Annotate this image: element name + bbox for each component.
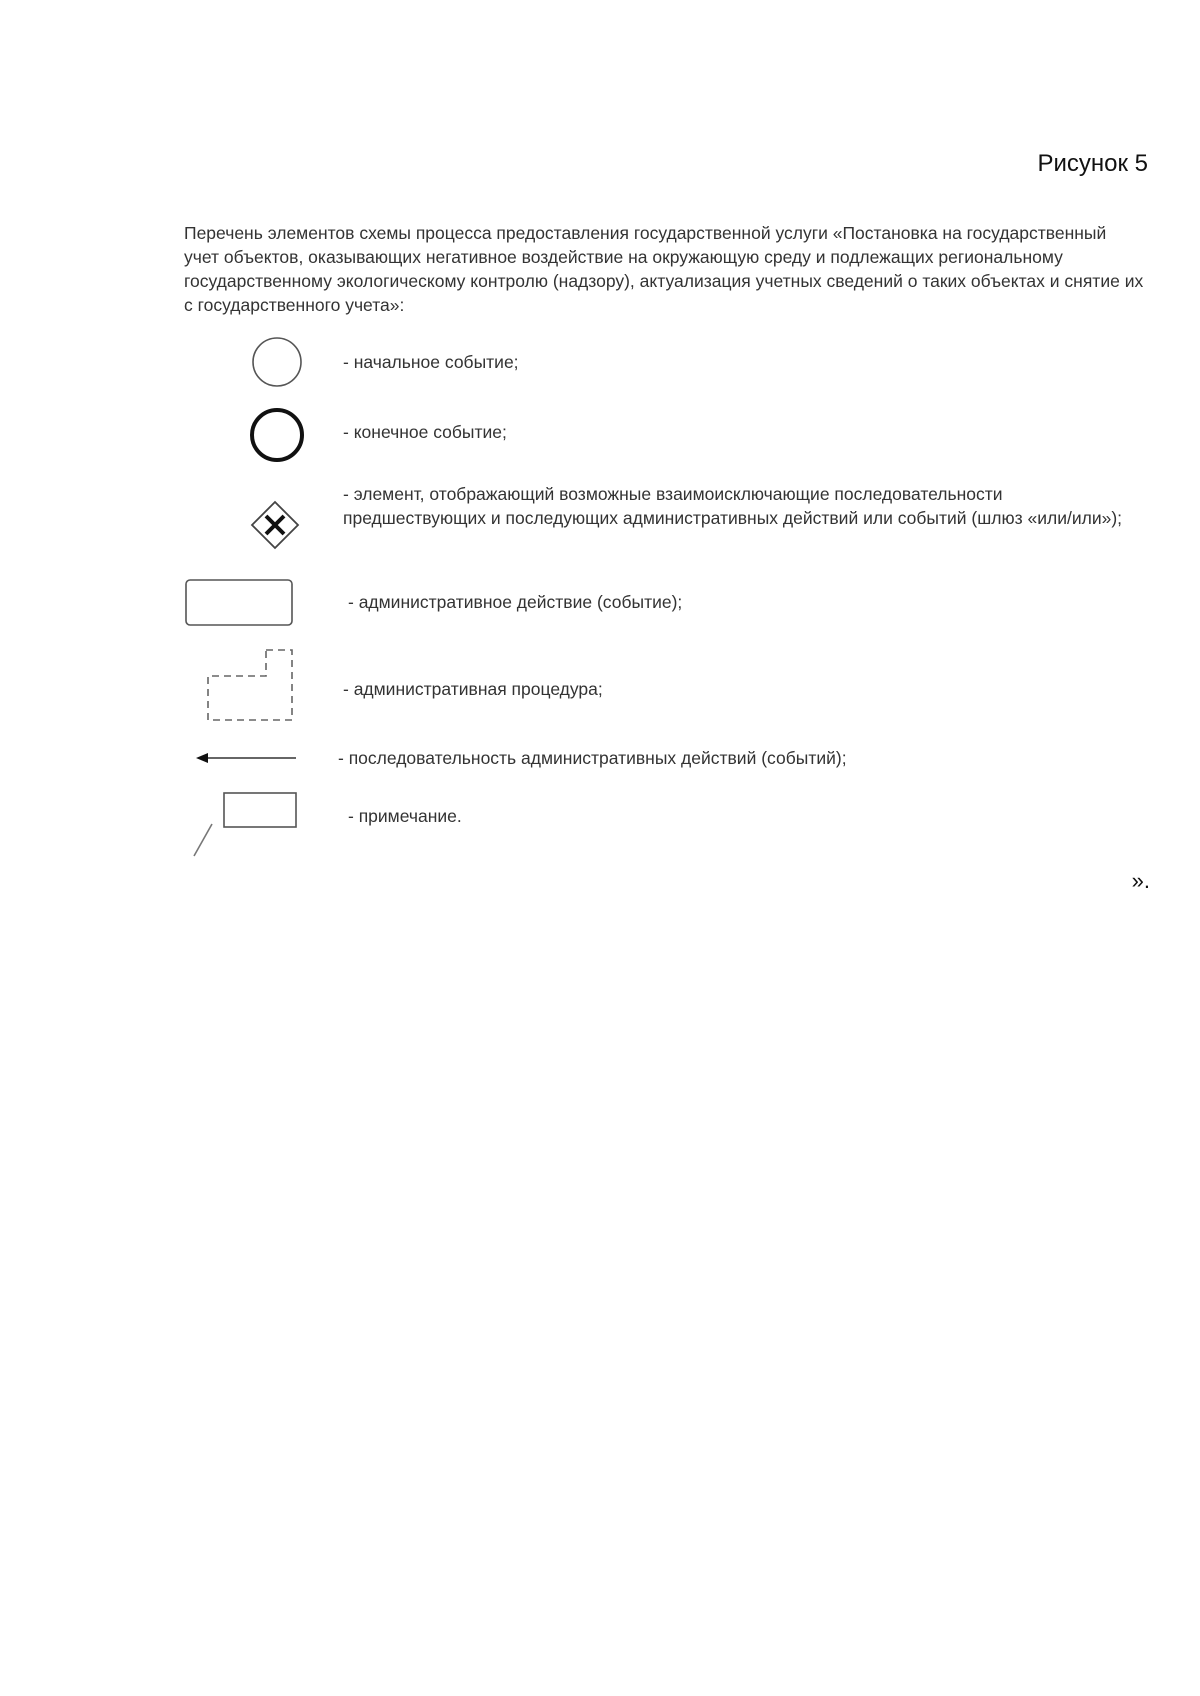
legend-text: - конечное событие; xyxy=(343,422,507,442)
closing-quote: ». xyxy=(1131,868,1150,893)
sequence-flow-arrow-icon xyxy=(194,748,298,768)
intro-paragraph: Перечень элементов схемы процесса предоставления государственной услуги «Постановка на государственный учет объектов, оказывающих негативное воздействие на окружающую среду и подлежащих региональному государственному экологическому контролю (надзору), актуализация учетных сведений о таких объектах и снятие их с государственного учета»: xyxy=(184,223,1144,315)
legend-text: - административное действие (событие); xyxy=(348,592,683,612)
start-event-icon xyxy=(250,335,304,389)
legend-text: - административная процедура; xyxy=(343,679,603,699)
legend-text: - начальное событие; xyxy=(343,352,519,372)
task-rectangle-icon xyxy=(184,578,296,628)
legend-text: - элемент, отображающий возможные взаимоисключающие последовательности предшествующих и последующих административных действий или событий (шлюз «или/или»); xyxy=(343,484,1123,528)
subprocess-dashed-icon xyxy=(204,646,298,724)
annotation-icon xyxy=(190,790,302,860)
legend-text: - последовательность административных действий (событий); xyxy=(338,748,847,768)
figure-label: Рисунок 5 xyxy=(1037,150,1148,177)
legend-text: - примечание. xyxy=(348,806,462,826)
end-event-icon xyxy=(248,406,306,464)
exclusive-gateway-icon xyxy=(249,499,301,551)
